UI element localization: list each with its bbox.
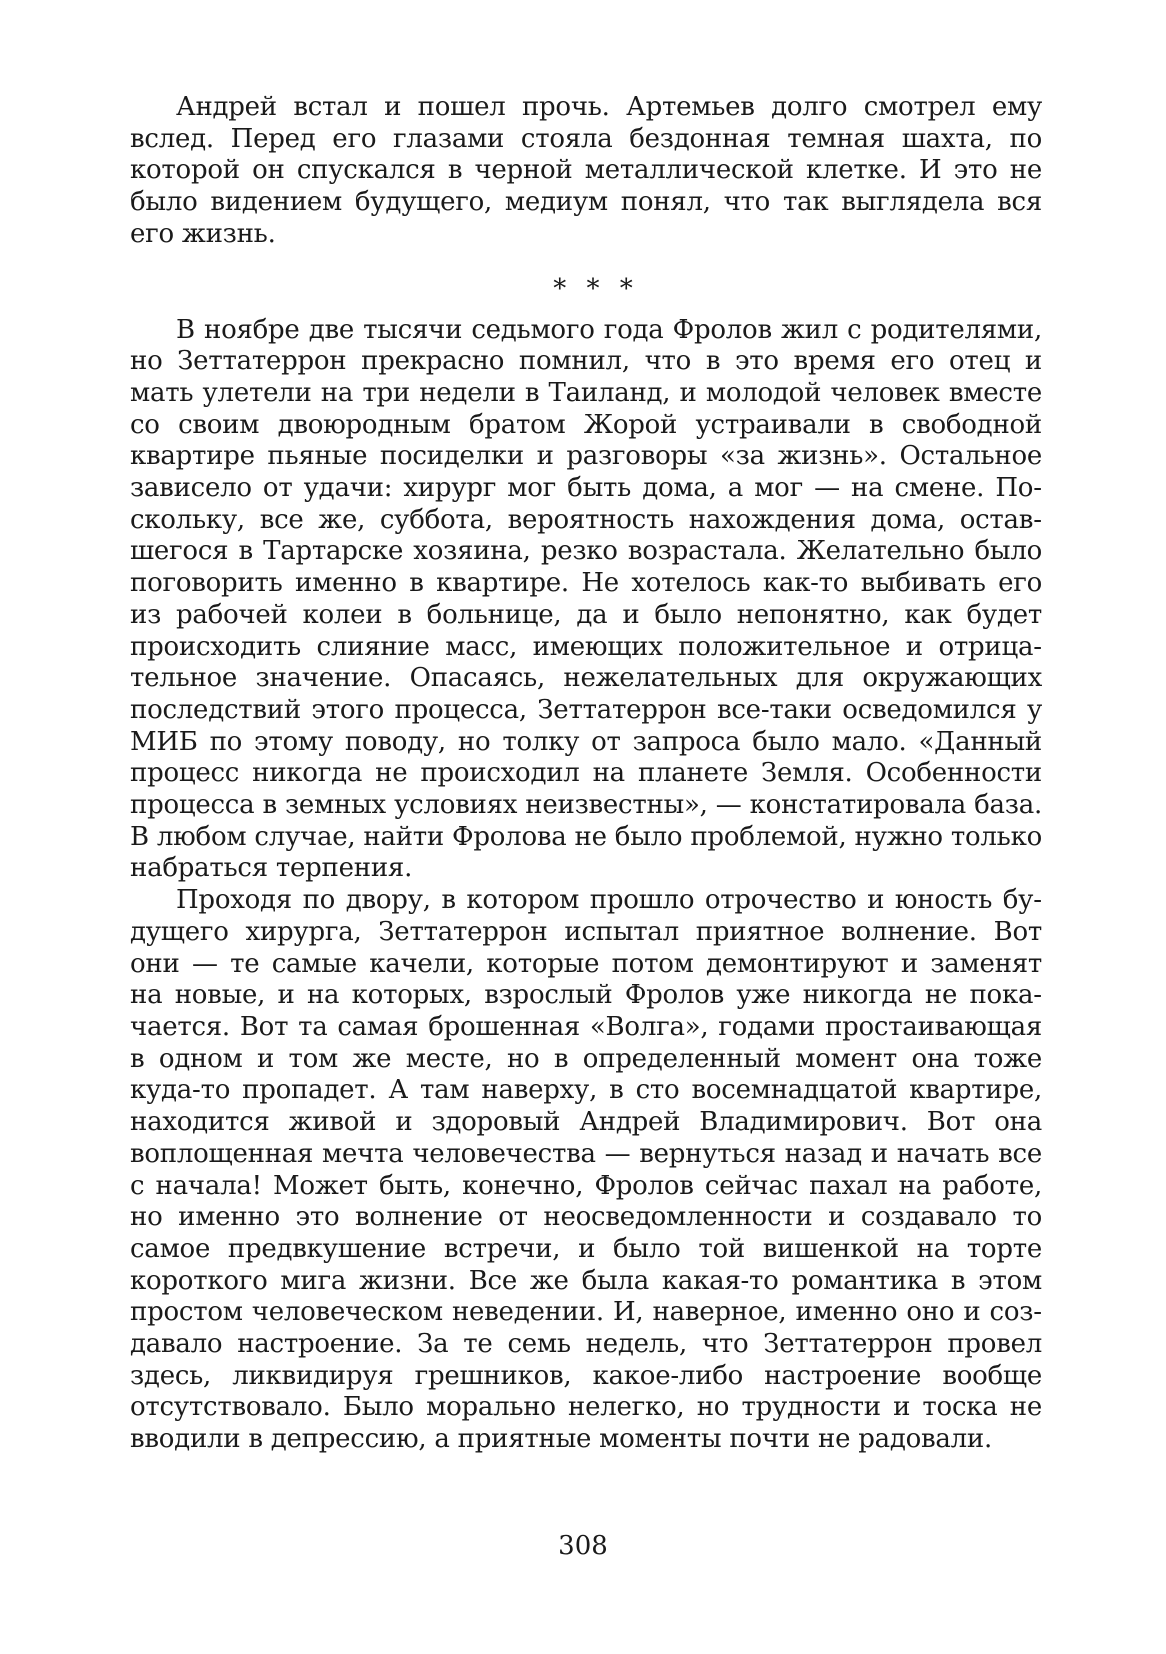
paragraph-3: Проходя по двору, в котором прошло отрочество и юность будущего хирурга, Зеттатеррон испытал приятное волнение. Вот они — те самые качели, которые потом демонтируют и заменят на новые, и на которых, взрослый Фролов уже никогда не покачается. Вот та самая брошенная «Волга», годами простаивающая в одном и том же месте, но в определенный момент она тоже куда-то пропадет. А там наверху, в сто восемнадцатой квартире, находится живой и здоровый Андрей Владимирович. Вот она воплощенная мечта человечества — вернуться назад и начать все с начала! Может быть, конечно, Фролов сейчас пахал на работе, но именно это волнение от неосведомленности и создавало то самое предвкушение встречи, и было той вишенкой на торте короткого мига жизни. Все же была какая-то романтика в этом простом человеческом неведении. И, наверное, именно оно и создавало настроение. За те семь недель, что Зеттатеррон провел здесь, ликвидируя грешников, какое-либо настроение вообще отсутствовало. Было морально нелегко, но трудности и тоска не вводили в депрессию, а приятные моменты почти не радовали. <box>130 885 1042 1455</box>
page-number: 308 <box>558 1531 608 1561</box>
paragraph-1: Андрей встал и пошел прочь. Артемьев долго смотрел ему вслед. Перед его глазами стояла бездонная темная шахта, по которой он спускался в черной металлической клетке. И это не было видением будущего, медиум понял, что так выглядела вся его жизнь. <box>130 92 1042 249</box>
page-text <box>130 92 1042 1456</box>
paragraph-2: В ноябре две тысячи седьмого года Фролов жил с родителями, но Зеттатеррон прекрасно помнил, что в это время его отец и мать улетели на три недели в Таиланд, и молодой человек вместе со своим двоюродным братом Жорой устраивали в свободной квартире пьяные посиделки и разговоры «за жизнь». Остальное зависело от удачи: хирург мог быть дома, а мог — на смене. Поскольку, все же, суббота, вероятность нахождения дома, оставшегося в Тартарске хозяина, резко возрастала. Желательно было поговорить именно в квартире. Не хотелось как-то выбивать его из рабочей колеи в больнице, да и было непонятно, как будет происходить слияние масс, имеющих положительное и отрицательное значение. Опасаясь, нежелательных для окружающих последствий этого процесса, Зеттатеррон все-таки осведомился у МИБ по этому поводу, но толку от запроса было мало. «Данный процесс никогда не происходил на планете Земля. Особенности процесса в земных условиях неизвестны», — констатировала база. В любом случае, найти Фролова не было проблемой, нужно только набраться терпения. <box>130 314 1042 884</box>
section-separator: * * * <box>553 273 639 304</box>
